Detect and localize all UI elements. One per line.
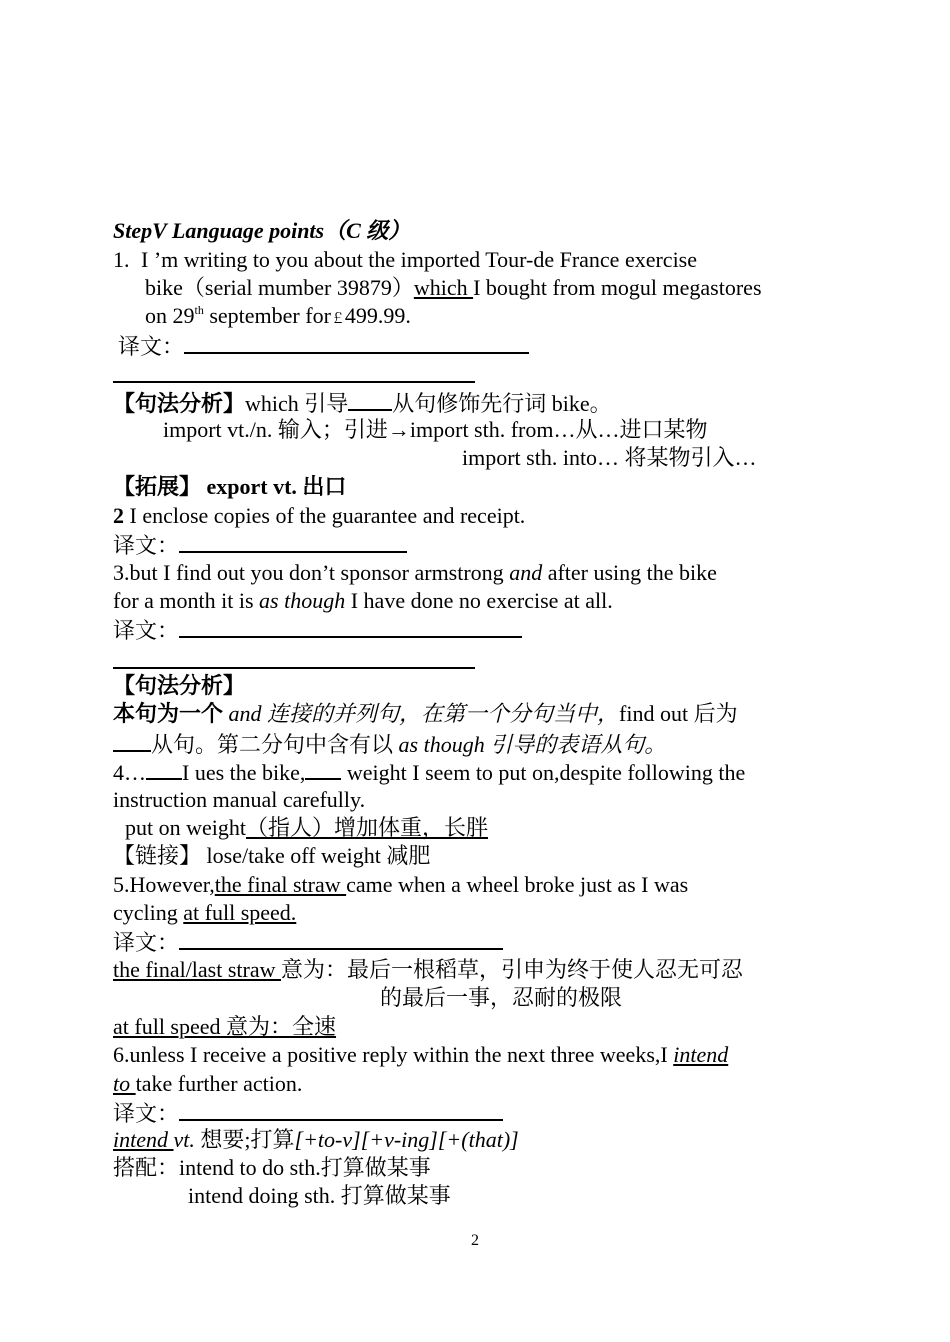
syntax1-blank — [348, 389, 392, 411]
heading-step: Step — [113, 218, 153, 243]
heading-title: Language points — [166, 218, 325, 243]
item1-text2a: bike（serial mumber 39879） — [145, 275, 414, 300]
translation-blank — [184, 332, 529, 354]
item1-text3a: on 29 — [145, 303, 195, 328]
item3-line2 — [113, 588, 613, 614]
syntax2-line1 — [113, 701, 738, 727]
item5-text1a: 5.However, — [113, 872, 215, 897]
item4-line2: instruction manual carefully. — [113, 787, 366, 812]
to-underlined: to — [113, 1071, 136, 1096]
collocation1: intend to do sth.打算做某事 — [179, 1155, 431, 1180]
final-straw-line2: 的最后一事，忍耐的极限 — [380, 985, 623, 1010]
item5-text2a: cycling — [113, 900, 184, 925]
item2-text: I enclose copies of the guarantee and receipt. — [124, 503, 526, 528]
heading-level: （C 级） — [324, 218, 411, 243]
item1-line1 — [113, 247, 697, 273]
translation-blank-line — [113, 667, 475, 669]
translation-blank — [179, 1099, 503, 1121]
intend-underlined: intend — [673, 1042, 729, 1067]
syntax1-line — [113, 389, 612, 417]
expand-text: export vt. 出口 — [201, 474, 347, 499]
syntax2-text1i: and 连接的并列句，在第一个分句当中， — [223, 701, 620, 726]
item4-number: 4… — [113, 760, 146, 785]
translation-blank — [179, 531, 407, 553]
intend-def-line — [113, 1127, 519, 1153]
translation-label: 译文： — [113, 533, 180, 558]
item6-translation — [113, 1099, 503, 1127]
item3-text2b: I have done no exercise at all. — [345, 588, 613, 613]
syntax2-label: 【句法分析】 — [113, 673, 246, 698]
syntax2-text1a: 本句为一个 — [113, 701, 224, 726]
final-straw-underlined: the final straw — [214, 872, 347, 897]
item1-text3c: 499.99. — [344, 303, 411, 328]
item4-blank1 — [146, 758, 182, 780]
full-speed-meaning: 意为：全速 — [220, 1014, 337, 1039]
heading-roman: V — [152, 218, 167, 243]
put-on-weight-line — [125, 815, 488, 841]
item6-text2b: take further action. — [135, 1071, 303, 1096]
full-speed-underlined: at full speed. — [183, 900, 297, 925]
item4-blank2 — [305, 758, 341, 780]
item3-text1b: after using the bike — [542, 560, 717, 585]
translation-blank — [179, 928, 503, 950]
full-speed-line — [113, 1014, 336, 1040]
item3-text1a: 3.but I find out you don’t sponsor armstrong — [113, 560, 510, 585]
full-speed-term: at full speed — [113, 1014, 221, 1039]
intend-pos: vt. — [173, 1127, 195, 1152]
item1-line3 — [145, 303, 411, 333]
syntax2-line2 — [113, 730, 666, 758]
syntax2-blank — [113, 730, 151, 752]
item5-translation — [113, 928, 503, 956]
put-on-weight: put on weight — [125, 815, 246, 840]
item5-text1b: came when a wheel broke just as I was — [346, 872, 689, 897]
collocation-label: 搭配： — [113, 1155, 180, 1180]
import-line2: import sth. into… 将某物引入… — [462, 445, 757, 470]
item1-sup: th — [194, 303, 204, 317]
item5-line2 — [113, 900, 296, 926]
link-label: 【链接】 — [113, 843, 202, 868]
syntax-label: 【句法分析】 — [113, 391, 246, 416]
item2-translation — [113, 531, 407, 559]
pound-sign: ￡ — [330, 312, 345, 327]
section-heading — [113, 218, 410, 244]
item3-text2a: for a month it is — [113, 588, 260, 613]
collocation-line1 — [113, 1155, 431, 1181]
intend-patterns: [+to-v][+v-ing][+(that)] — [294, 1127, 519, 1152]
item1-text2b: I bought from mogul megastores — [473, 275, 762, 300]
translation-blank-line — [113, 381, 475, 383]
page-number: 2 — [471, 1232, 479, 1249]
item1-text1: I ’m writing to you about the imported Tour-de France exercise — [141, 247, 698, 272]
intend-term: intend — [113, 1127, 174, 1152]
syntax2-text1b: find out 后为 — [619, 701, 738, 726]
syntax1-text-b: 从句修饰先行词 bike。 — [392, 391, 612, 416]
syntax1-text-a: which 引导 — [245, 391, 349, 416]
item2-line — [113, 503, 525, 529]
item4-line1 — [113, 758, 745, 786]
item6-line1 — [113, 1042, 728, 1068]
import-line1: import vt./n. 输入；引进→import sth. from…从…进口某物 — [163, 417, 708, 442]
syntax2-text2a: 从句。第二分句中含有以 — [151, 732, 394, 757]
translation-label: 译文： — [118, 334, 185, 359]
translation-label: 译文： — [113, 930, 180, 955]
item1-translation — [118, 332, 529, 360]
item1-text3b: september for — [203, 303, 331, 328]
collocation-line2: intend doing sth. 打算做某事 — [188, 1183, 451, 1208]
item1-line2 — [145, 275, 762, 301]
expand-label: 【拓展】 — [113, 474, 202, 499]
item1-number: 1. — [113, 247, 130, 272]
which-underlined: which — [413, 275, 474, 300]
item2-number: 2 — [113, 503, 124, 528]
translation-label: 译文： — [113, 618, 180, 643]
item3-as-though: as though — [259, 588, 346, 613]
intend-meaning: 想要;打算 — [194, 1127, 295, 1152]
item6-text1a: 6.unless I receive a positive reply within the next three weeks,I — [113, 1042, 674, 1067]
final-straw-term: the final/last straw — [113, 957, 282, 982]
item4-text-c: weight I seem to put on,despite following the — [341, 760, 746, 785]
expand-line — [113, 474, 346, 500]
final-straw-line1 — [113, 957, 743, 983]
final-straw-meaning1: 意为：最后一根稻草，引申为终于使人忍无可忍 — [281, 957, 744, 982]
translation-label: 译文： — [113, 1101, 180, 1126]
item3-line1 — [113, 560, 717, 586]
link-line — [113, 843, 430, 869]
link-text: lose/take off weight 减肥 — [201, 843, 431, 868]
put-on-weight-meaning: （指人）增加体重，长胖 — [246, 815, 489, 840]
item6-line2 — [113, 1071, 302, 1097]
syntax2-text2i: as though 引导的表语从句。 — [393, 732, 667, 757]
item3-translation — [113, 616, 522, 644]
translation-blank — [179, 616, 522, 638]
item3-and: and — [509, 560, 543, 585]
item4-text-b: I ues the bike, — [182, 760, 306, 785]
item5-line1 — [113, 872, 688, 898]
